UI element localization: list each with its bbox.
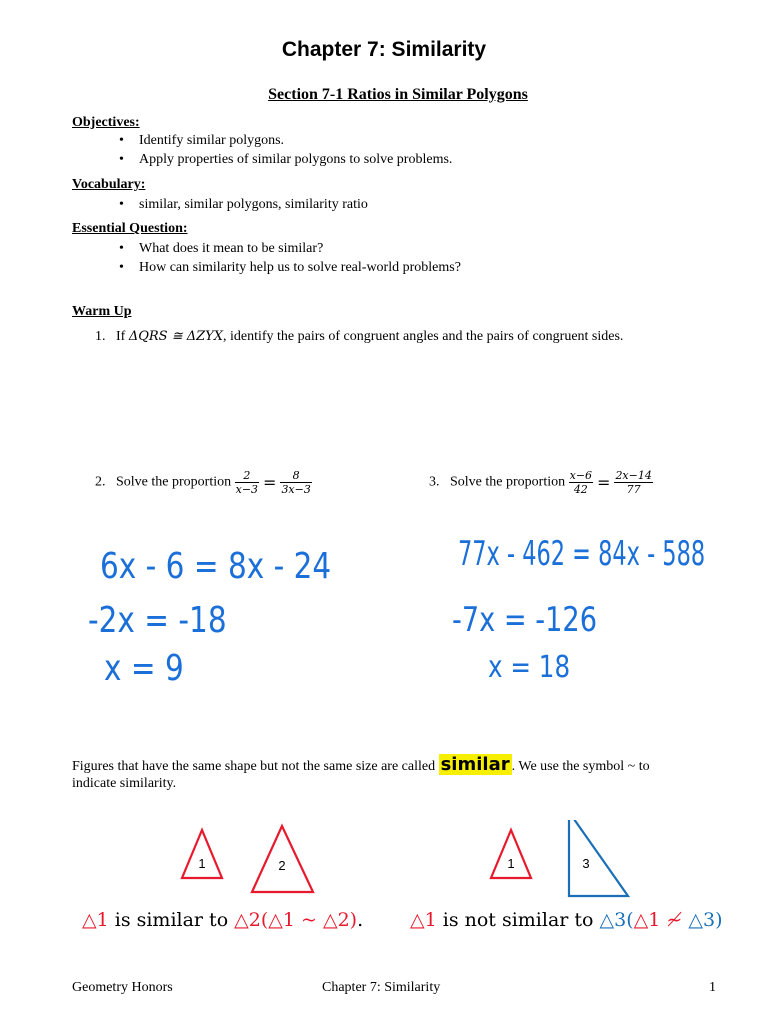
question-1-number: 1.: [95, 329, 106, 344]
question-3-text: Solve the proportion: [450, 474, 566, 490]
fraction-denominator: 42: [569, 482, 593, 496]
page-number: 1: [709, 980, 716, 995]
similar-caption: [82, 909, 363, 931]
footer-chapter: Chapter 7: Similarity: [322, 980, 441, 995]
question-3-right-fraction: [614, 469, 652, 496]
equals-sign: =: [597, 473, 611, 492]
triangle-label-3: 3: [582, 856, 590, 871]
question-2-number: 2.: [95, 474, 106, 490]
triangle-label-1-right: 1: [507, 856, 515, 871]
handwritten-work-q3-line3: x = 18: [488, 650, 571, 685]
question-1: [95, 329, 623, 345]
caption-triangle-3: △3: [599, 909, 627, 931]
question-2-left-fraction: [235, 469, 259, 496]
fraction-numerator: 2: [243, 469, 251, 482]
triangle-figures: [0, 820, 768, 900]
question-2-right-fraction: [280, 469, 311, 496]
definition-text-end: . We use the symbol ~ to: [511, 759, 650, 774]
caption-triangle-1: △1: [82, 909, 109, 931]
essential-question-heading: Essential Question:: [72, 221, 188, 236]
handwritten-work-q3-line1: 77x - 462 = 84x - 588: [458, 534, 706, 574]
caption-triangle-2: △2(△1 ~ △2): [234, 909, 358, 931]
chapter-title: Chapter 7: Similarity: [281, 38, 487, 61]
question-2: [95, 469, 312, 496]
vocabulary-heading: Vocabulary:: [72, 177, 146, 192]
section-title: Section 7-1 Ratios in Similar Polygons: [268, 86, 528, 103]
question-1-prefix: If: [116, 329, 126, 344]
caption-triangle-3b: △3: [688, 909, 716, 931]
handwritten-work-q2-line1: 6x - 6 = 8x - 24: [100, 546, 332, 587]
caption-triangle-1: △1: [410, 909, 437, 931]
objectives-list: [117, 132, 452, 169]
essential-question-item: • How can similarity help us to solve real-world problems?: [117, 259, 461, 278]
fraction-denominator: 3x−3: [281, 483, 311, 496]
handwritten-work-q2-line3: x = 9: [104, 648, 184, 689]
objective-item: • Identify similar polygons.: [117, 132, 452, 151]
triangle-3: [569, 820, 628, 896]
caption-period: .: [357, 909, 364, 931]
definition-text: Figures that have the same shape but not the same size are called: [72, 759, 439, 774]
essential-question-item: • What does it mean to be similar?: [117, 240, 461, 259]
essential-question-list: [117, 240, 461, 277]
objectives-heading: Objectives:: [72, 115, 140, 130]
triangle-label-1: 1: [198, 856, 206, 871]
fraction-denominator: x−3: [235, 483, 259, 496]
objective-item: • Apply properties of similar polygons to solve problems.: [117, 151, 452, 170]
fraction-denominator: 77: [614, 482, 652, 496]
question-3: [429, 469, 653, 496]
caption-paren: (: [626, 909, 634, 931]
fraction-numerator: 2x−14: [615, 469, 652, 482]
warm-up-heading: Warm Up: [72, 304, 132, 319]
definition-line-1: [72, 754, 650, 775]
question-2-text: Solve the proportion: [116, 474, 232, 490]
caption-text: is not similar to: [436, 909, 600, 931]
handwritten-work-q2-line2: -2x = -18: [88, 600, 227, 641]
question-3-left-fraction: [569, 469, 593, 496]
question-1-text: , identify the pairs of congruent angles and the pairs of congruent sides.: [222, 329, 624, 344]
handwritten-work-q3-line2: -7x = -126: [452, 600, 598, 640]
triangle-label-2: 2: [278, 858, 286, 873]
fraction-numerator: 8: [292, 469, 300, 482]
definition-line-2: indicate similarity.: [72, 776, 177, 791]
caption-text: is similar to: [108, 909, 235, 931]
caption-not-similar: △1 ≁: [633, 909, 689, 931]
question-1-math: ΔQRS ≅ ΔZYX: [128, 329, 223, 344]
caption-paren: ): [715, 909, 723, 931]
fraction-numerator: x−6: [569, 469, 593, 482]
vocabulary-item: • similar, similar polygons, similarity ratio: [117, 196, 368, 215]
footer-course: Geometry Honors: [72, 980, 173, 995]
question-3-number: 3.: [429, 474, 440, 490]
similar-term-highlight: similar: [440, 754, 510, 775]
vocabulary-list: [117, 196, 368, 215]
not-similar-caption: [410, 909, 722, 931]
equals-sign: =: [263, 473, 277, 492]
